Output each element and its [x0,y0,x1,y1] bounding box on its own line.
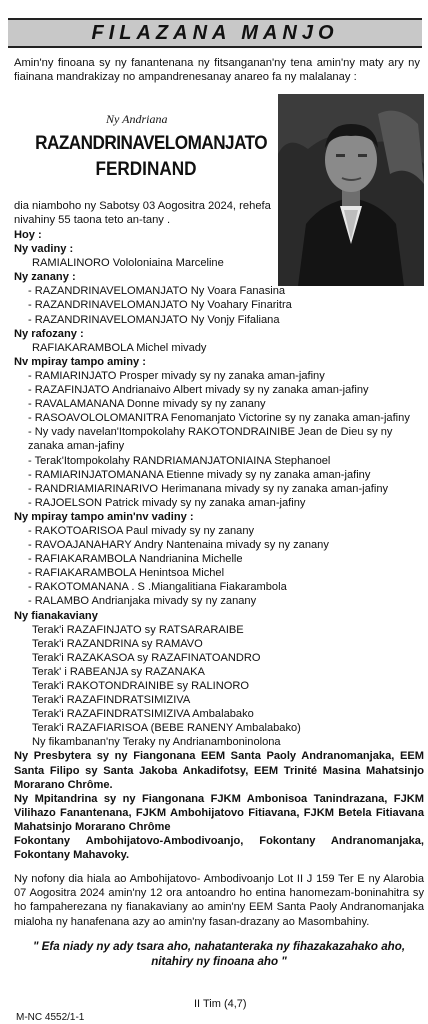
fokontany-paragraph: Fokontany Ambohijatovo-Ambodivoanjo, Fokontany Andranomanjaka, Fokontany Mahavoky. [14,835,424,862]
notice-banner [8,18,422,48]
list-item: RAFIAKARAMBOLA Michel mivady [32,341,207,354]
section-heading: Ny rafozany : [14,327,84,340]
list-item: Terak'i RAKOTONDRAINIBE sy RALINORO [32,680,250,692]
list-item: - RAMIARINJATO Prosper mivady sy ny zanaka aman-jafiny [28,369,325,382]
list-item: Terak'i RAZAFIARISOA (BEBE RANENY Ambalabako) [32,722,301,735]
hoy-label: Hoy : [14,229,42,241]
list-item: Terak'i RAZAFINDRATSIMIZIVA [32,694,191,707]
list-item: Terak'i RAZAFINJATO sy RATSARARAIBE [32,623,244,636]
list-item: RAMIALINORO Vololoniaina Marceline [32,257,224,270]
list-item: Terak' i RABEANJA sy RAZANAKA [32,665,205,678]
list-item: - RASOAVOLOLOMANITRA Fenomanjato Victorine sy ny zanaka aman-jafiny [28,412,410,425]
list-item: - RAZANDRINAVELOMANJATO Ny Voara Fanasina [28,285,286,298]
list-item: - RAKOTOARISOA Paul mivady sy ny zanany [28,524,255,537]
list-item: - RAMIARINJATOMANANA Etienne mivady sy ny zanaka aman-jafiny [28,468,371,481]
section-heading: Nv mpiray tampo aminy : [14,355,146,368]
list-item: - RAFIAKARAMBOLA Nandrianina Michelle [28,553,243,566]
list-item: Ny fikambanan'ny Teraky ny Andrianamboninolona [32,736,281,749]
deceased-name-line2: FERDINAND [95,158,197,180]
title-prefix: Ny Andriana [106,112,168,126]
notice-body [14,228,424,969]
list-item: Terak'i RAZAFINDRATSIMIZIVA Ambalabako [32,708,254,721]
list-item: Terak'i RAZANDRINA sy RAMAVO [32,637,203,650]
ceremony-paragraph: Ny nofony dia hiala ao Ambohijatovo- Ambodivoanjo Lot II J 159 Ter E ny Alarobia 07 Aogositra 2024 amin'ny 12 ora antoandro ho entina hanomezam-boninahitra sy ho fampaherezana ny fianakaviany ao amin'ny EEM Santa Paoly Andranomanjaka mialoha ny hanafenana azy ao amin'ny fasan-drazany ao Masombahiny. [14,873,424,928]
banner-title: FILAZANA MANJO [91,22,339,44]
list-item: - RAKOTOMANANA . S .Miangalitiana Fiakarambola [28,581,287,594]
churches-paragraph: Ny Presbytera sy ny Fiangonana EEM Santa Paoly Andranomanjaka, EEM Santa Filipo sy Santa Jakoba Ankadifotsy, EEM Trinité Masina Mahatsinjo Morarano Chrôme. [14,750,424,791]
list-item: - RAJOELSON Patrick mivady sy ny zanaka aman-jafiny [28,496,306,509]
section-heading: Ny vadiny : [14,243,74,256]
section-heading: Ny mpiray tampo amin'nv vadiny : [14,510,194,523]
list-item: - RAZANDRINAVELOMANJATO Ny Vonjy Fifaliana [28,313,280,326]
list-item: Terak'i RAZAKASOA sy RAZAFINATOANDRO [32,651,261,664]
funeral-notice [6,6,424,1023]
list-item: - Ny vady navelan'Itompokolahy RAKOTONDRAINIBE Jean de Dieu sy ny zanaka aman-jafiny [28,426,393,453]
section-heading: Ny zanany : [14,271,76,284]
intro-paragraph: Amin'ny finoana sy ny fanantenana ny fitsanganan'ny tena amin'ny maty ary ny fiainana mandrakizay no ampandrenesanay anareo fa ny malalanay : [14,57,420,83]
death-notice: dia niamboho ny Sabotsy 03 Aogositra 2024, rehefa nivahiny 55 taona teto an-tany . [14,200,271,227]
list-item: - RANDRIAMIARINARIVO Herimanana mivady sy ny zanaka aman-jafiny [28,482,389,495]
bible-verse-reference: II Tim (4,7) [194,998,247,1010]
list-item: - RALAMBO Andrianjaka mivady sy ny zanany [28,595,257,608]
bible-quote: " Efa niady ny ady tsara aho, nahatanteraka ny fihazakazahako aho, nitahiry ny finoana aho " [32,939,406,968]
list-item: - RAZAFINJATO Andrianaivo Albert mivady sy ny zanaka aman-jafiny [28,384,369,397]
deceased-name-line1: RAZANDRINAVELOMANJATO [35,132,268,154]
list-item: - RAVALAMANANA Donne mivady sy ny zanany [28,398,266,411]
list-item: - RAFIAKARAMBOLA Henintsoa Michel [28,567,225,580]
list-item: - RAZANDRINAVELOMANJATO Ny Voahary Finaritra [28,299,292,312]
section-heading: Ny fianakaviany [14,609,98,622]
notice-reference: M-NC 4552/1-1 [16,1012,85,1023]
list-item: - Terak'Itompokolahy RANDRIAMANJATONIAINA Stephanoel [28,454,331,467]
ministers-paragraph: Ny Mpitandrina sy ny Fiangonana FJKM Ambonisoa Tanindrazana, FJKM Vilihazo Fanantenana, FJKM Ambohijatovo Fitiavana, FJKM Betela Fitiavana Mahatsinjo Morarano Chrôme [14,792,424,833]
list-item: - RAVOAJANAHARY Andry Nantenaina mivady sy ny zanany [28,539,329,552]
